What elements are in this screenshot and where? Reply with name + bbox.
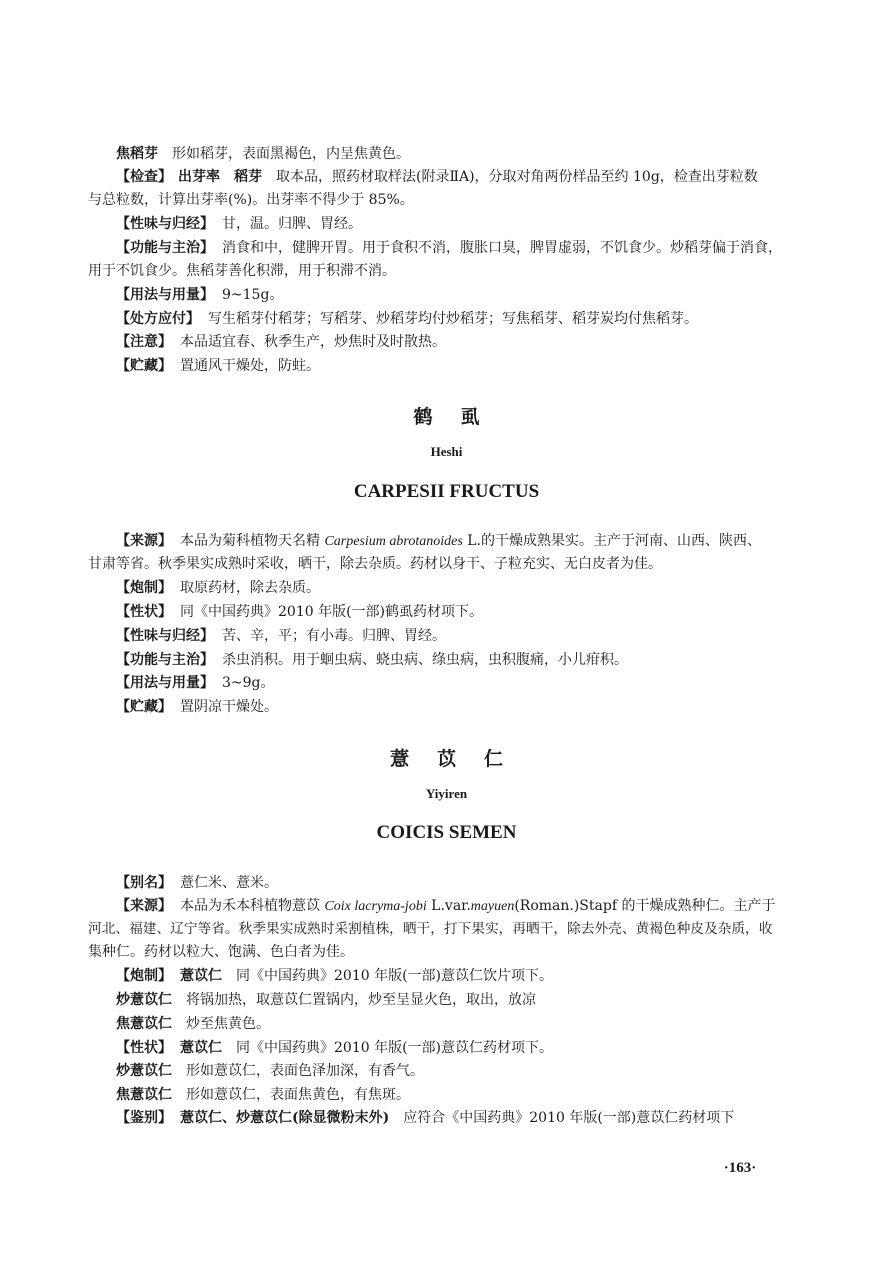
line-text: L.的干燥成熟果实。主产于河南、山西、陕西、 <box>467 533 761 549</box>
line-text: 消食和中，健脾开胃。用于食积不消，腹胀口臭，脾胃虚弱，不饥食少。炒稻芽偏于消食， <box>222 240 782 256</box>
text-line <box>116 696 808 719</box>
text-line <box>116 872 808 895</box>
entry-title-pinyin: Heshi <box>430 444 463 459</box>
text-line <box>116 1084 808 1107</box>
section-label: 【来源】 <box>116 533 172 549</box>
text-line <box>116 237 808 260</box>
section-label: 【用法与用量】 <box>116 287 214 303</box>
entry-title-chinese: 薏苡仁 <box>389 748 531 770</box>
section-label: 【功能与主治】 <box>116 240 214 256</box>
text-line <box>88 941 808 964</box>
line-text: 河北、福建、辽宁等省。秋季果实成熟时采割植株，晒干，打下果实，再晒干，除去外壳、黄褐色种皮及杂质，收 <box>88 921 773 937</box>
text-line <box>116 601 808 624</box>
text-line <box>88 918 808 941</box>
line-text: 与总粒数，计算出芽率(%)。出芽率不得少于 85%。 <box>88 192 414 208</box>
line-text: 本品适宜春、秋季生产，炒焦时及时散热。 <box>180 334 446 350</box>
line-text: 置阴凉干燥处。 <box>180 699 278 715</box>
text-line <box>116 1013 808 1036</box>
line-text: 同《中国药典》2010 年版(一部)薏苡仁饮片项下。 <box>236 968 554 984</box>
text-line <box>116 1037 808 1060</box>
line-text: 甘，温。归脾、胃经。 <box>222 216 362 232</box>
sub-label: 薏苡仁 <box>180 1040 222 1056</box>
line-text: 将锅加热，取薏苡仁置锅内，炒至呈显火色，取出，放凉 <box>186 992 536 1008</box>
text-line <box>116 331 808 354</box>
line-text: 本品为禾本科植物薏苡 <box>180 898 320 914</box>
text-line <box>116 143 808 166</box>
text-line <box>116 895 808 918</box>
entry-title-chinese: 鹤虱 <box>413 406 508 428</box>
line-text: 形如薏苡仁，表面焦黄色，有焦斑。 <box>186 1087 410 1103</box>
sub-label: 薏苡仁、炒薏苡仁(除显微粉末外) <box>180 1110 390 1126</box>
sub-label: 出芽率 稻芽 <box>178 169 262 185</box>
text-line <box>116 649 808 672</box>
latin-name: mayuen <box>470 899 515 914</box>
entry-title-latin: COICIS SEMEN <box>376 822 517 843</box>
line-text: 写生稻芽付稻芽；写稻芽、炒稻芽均付炒稻芽；写焦稻芽、稻芽炭均付焦稻芽。 <box>208 311 698 327</box>
sub-label: 焦薏苡仁 <box>116 1087 172 1103</box>
section-label: 【性状】 <box>116 604 172 620</box>
line-text: 苦、辛，平；有小毒。归脾、胃经。 <box>222 628 446 644</box>
line-text: 应符合《中国药典》2010 年版(一部)薏苡仁药材项下 <box>403 1110 735 1126</box>
latin-name: Carpesium abrotanoides <box>324 534 463 549</box>
text-line <box>116 672 808 695</box>
section-label: 【性状】 <box>116 1040 172 1056</box>
line-text: 薏仁米、薏米。 <box>180 875 278 891</box>
text-line <box>116 577 808 600</box>
text-line <box>116 1107 808 1130</box>
page-number: ·163· <box>723 1160 757 1176</box>
line-text: 集种仁。药材以粒大、饱满、色白者为佳。 <box>88 944 354 960</box>
latin-name: Coix lacryma-jobi <box>324 899 427 914</box>
line-text: 取原药材，除去杂质。 <box>180 580 320 596</box>
sub-label: 炒薏苡仁 <box>116 1063 172 1079</box>
line-text: 甘肃等省。秋季果实成熟时采收，晒干，除去杂质。药材以身干、子粒充实、无白皮者为佳。 <box>88 556 662 572</box>
text-line <box>88 553 808 576</box>
text-line <box>88 189 808 212</box>
section-label: 【别名】 <box>116 875 172 891</box>
text-line <box>116 166 808 189</box>
section-label: 【贮藏】 <box>116 699 172 715</box>
line-text: 杀虫消积。用于蛔虫病、蛲虫病、绦虫病，虫积腹痛，小儿疳积。 <box>222 652 628 668</box>
text-line <box>116 965 808 988</box>
text-line <box>116 1060 808 1083</box>
text-line <box>116 625 808 648</box>
text-line <box>116 213 808 236</box>
sub-label: 薏苡仁 <box>180 968 222 984</box>
line-text: 形如稻芽，表面黑褐色，内呈焦黄色。 <box>172 146 410 162</box>
line-text: 用于不饥食少。焦稻芽善化积滞，用于积滞不消。 <box>88 263 396 279</box>
text-line <box>116 530 808 553</box>
line-text: 本品为菊科植物天名精 <box>180 533 320 549</box>
sub-label: 焦稻芽 <box>116 146 158 162</box>
text-line <box>116 355 808 378</box>
text-line <box>116 308 808 331</box>
line-text: 9~15g。 <box>222 287 284 303</box>
section-label: 【注意】 <box>116 334 172 350</box>
line-text: (Roman.)Stapf 的干燥成熟种仁。主产于 <box>514 898 776 914</box>
line-text: 炒至焦黄色。 <box>186 1016 270 1032</box>
text-line <box>88 260 808 283</box>
section-label: 【炮制】 <box>116 968 172 984</box>
line-text: 3~9g。 <box>222 675 275 691</box>
line-text: 取本品，照药材取样法(附录ⅡA)，分取对角两份样品至约 10g，检查出芽粒数 <box>276 169 758 185</box>
section-label: 【贮藏】 <box>116 358 172 374</box>
entry-title-latin: CARPESII FRUCTUS <box>353 481 540 502</box>
section-label: 【功能与主治】 <box>116 652 214 668</box>
line-text: 形如薏苡仁，表面色泽加深，有香气。 <box>186 1063 424 1079</box>
sub-label: 焦薏苡仁 <box>116 1016 172 1032</box>
section-label: 【处方应付】 <box>116 311 200 327</box>
line-text: L.var. <box>431 898 471 914</box>
text-line <box>116 989 808 1012</box>
line-text: 同《中国药典》2010 年版(一部)鹤虱药材项下。 <box>180 604 484 620</box>
section-label: 【用法与用量】 <box>116 675 214 691</box>
section-label: 【检查】 <box>116 169 172 185</box>
section-label: 【鉴别】 <box>116 1110 172 1126</box>
entry-title-pinyin: Yiyiren <box>425 786 468 801</box>
text-line <box>116 284 808 307</box>
line-text: 置通风干燥处，防蛀。 <box>180 358 320 374</box>
section-label: 【性味与归经】 <box>116 216 214 232</box>
line-text: 同《中国药典》2010 年版(一部)薏苡仁药材项下。 <box>236 1040 554 1056</box>
section-label: 【来源】 <box>116 898 172 914</box>
section-label: 【性味与归经】 <box>116 628 214 644</box>
section-label: 【炮制】 <box>116 580 172 596</box>
sub-label: 炒薏苡仁 <box>116 992 172 1008</box>
